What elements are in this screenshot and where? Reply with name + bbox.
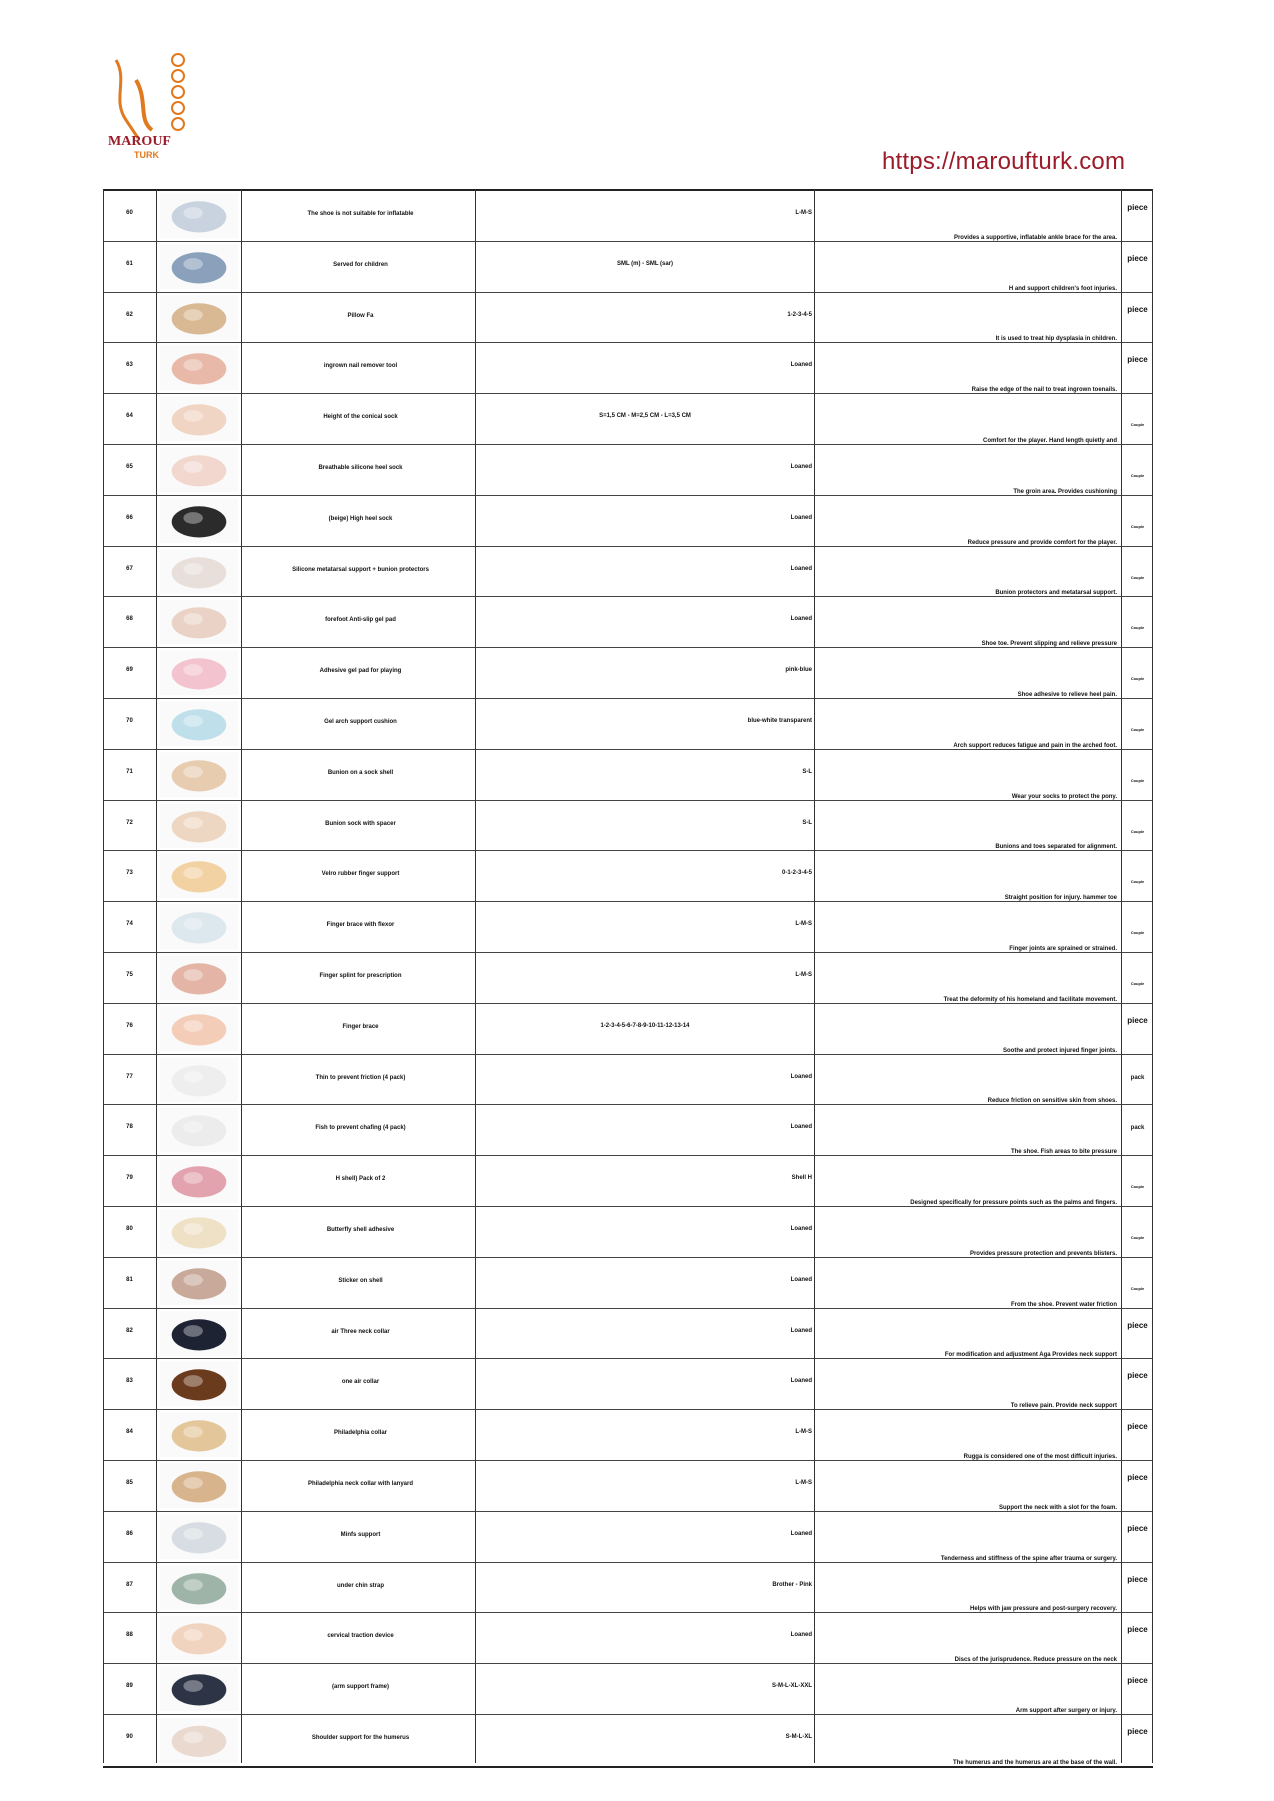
gel-pad-icon	[160, 650, 238, 696]
air-neck-collar-icon	[160, 1311, 238, 1357]
product-name: Butterfly shell adhesive	[326, 1226, 395, 1233]
product-image	[157, 1512, 241, 1562]
product-unit: piece	[1127, 304, 1148, 314]
product-size: Loaned	[790, 463, 812, 470]
product-size: 1-2-3-4-5-6-7-8-9-10-11-12-13-14	[600, 1022, 690, 1029]
item-number: 68	[126, 616, 133, 623]
product-image	[157, 648, 241, 698]
product-description: Helps with jaw pressure and post-surgery recovery.	[970, 1606, 1117, 1613]
product-size: 1-2-3-4-5	[787, 311, 812, 318]
shoulder-support-icon	[160, 1717, 238, 1764]
product-size: L-M-S	[795, 210, 812, 216]
product-description: Wear your socks to protect the pony.	[1011, 793, 1117, 800]
product-name: Breathable silicone heel sock	[318, 464, 403, 471]
ankle-brace-icon	[160, 193, 238, 239]
product-size: Loaned	[790, 1378, 812, 1385]
item-number: 61	[126, 260, 133, 267]
table-row	[103, 1105, 1153, 1156]
product-image	[157, 242, 241, 292]
product-name: Sticker on shell	[338, 1277, 383, 1284]
finger-flexor-icon	[160, 904, 238, 950]
product-description: For modification and adjustment Aga Provides neck support	[944, 1352, 1117, 1359]
product-image	[157, 1258, 241, 1308]
product-name: Shoulder support for the humerus	[311, 1734, 410, 1741]
product-image	[157, 902, 241, 952]
product-description: Shoe toe. Prevent slipping and relieve pressure	[981, 641, 1117, 648]
item-number: 83	[126, 1378, 133, 1385]
product-name: Velro rubber finger support	[321, 871, 400, 878]
product-name: Adhesive gel pad for playing	[319, 668, 402, 675]
item-number: 65	[126, 463, 133, 470]
product-image	[157, 547, 241, 597]
product-unit: Couple	[1130, 1285, 1145, 1291]
product-description: Reduce friction on sensitive skin from shoes.	[987, 1098, 1117, 1105]
product-image	[157, 293, 241, 343]
product-image	[157, 1613, 241, 1663]
item-number: 79	[126, 1175, 133, 1182]
product-size: S-L	[802, 768, 812, 775]
product-size: L-M-S	[795, 921, 812, 928]
product-description: Straight position for injury. hammer toe	[1004, 895, 1117, 902]
product-name: Finger brace with flexor	[326, 922, 395, 929]
product-size: S-M-L-XL-XXL	[772, 1683, 812, 1690]
product-size: Loaned	[790, 1530, 812, 1537]
product-name: forefoot Anti-slip gel pad	[325, 617, 396, 624]
product-size: S=1,5 CM - M=2,5 CM - L=3,5 CM	[599, 413, 691, 420]
silicone-heel-icon	[160, 447, 238, 493]
heel-sock-icon	[160, 396, 238, 442]
product-image	[157, 1156, 241, 1206]
item-number: 89	[126, 1683, 133, 1690]
product-image	[157, 496, 241, 546]
item-number: 85	[126, 1479, 133, 1486]
table-row	[103, 445, 1153, 496]
table-row	[103, 597, 1153, 648]
product-description: Tenderness and stiffness of the spine after trauma or surgery.	[940, 1555, 1117, 1562]
product-unit: piece	[1127, 355, 1148, 365]
item-number: 87	[126, 1581, 133, 1588]
product-size: S-L	[802, 819, 812, 826]
item-number: 80	[126, 1225, 133, 1232]
product-name: Height of the conical sock	[323, 414, 398, 421]
product-size: L-M-S	[795, 1429, 812, 1436]
product-image	[157, 1055, 241, 1105]
table-row	[103, 1004, 1153, 1055]
product-description: Finger joints are sprained or strained.	[1009, 945, 1117, 952]
brand-name-bottom: TURK	[134, 150, 159, 160]
product-description: Provides a supportive, inflatable ankle brace for the area.	[953, 234, 1117, 241]
product-unit: Couple	[1130, 930, 1145, 936]
product-description: Soothe and protect injured finger joints.	[1002, 1047, 1117, 1054]
table-row	[103, 191, 1153, 242]
product-image	[157, 1664, 241, 1714]
shoe-sticker-icon	[160, 1260, 238, 1306]
product-size: Loaned	[790, 616, 812, 623]
product-name: (beige) High heel sock	[328, 515, 393, 522]
product-description: Discs of the jurisprudence. Reduce pressure on the neck	[954, 1657, 1117, 1664]
product-size: L-M-S	[795, 971, 812, 978]
product-size: SML (m) - SML (sar)	[616, 260, 674, 267]
product-name: Finger splint for prescription	[319, 972, 402, 979]
product-unit: piece	[1127, 1371, 1148, 1381]
item-number: 60	[126, 210, 133, 216]
table-row	[103, 1512, 1153, 1563]
table-row	[103, 953, 1153, 1004]
table-row	[103, 242, 1153, 293]
item-number: 88	[126, 1632, 133, 1639]
product-name: Served for children	[333, 261, 388, 268]
product-size: Loaned	[790, 1632, 812, 1639]
product-name: ingrown nail remover tool	[323, 363, 398, 370]
product-name: Philadelphia collar	[333, 1430, 387, 1437]
table-row	[103, 1461, 1153, 1512]
item-number: 71	[126, 768, 133, 775]
butterfly-pad-icon	[160, 1209, 238, 1255]
item-number: 70	[126, 717, 133, 724]
product-image	[157, 1359, 241, 1409]
table-row	[103, 1359, 1153, 1410]
item-number: 78	[126, 1124, 133, 1131]
product-description: Comfort for the player. Hand length quietly and	[982, 437, 1117, 444]
product-size: 0-1-2-3-4-5	[781, 870, 812, 877]
table-row	[103, 293, 1153, 344]
product-size: Loaned	[790, 362, 812, 369]
table-row	[103, 1715, 1153, 1766]
table-row	[103, 394, 1153, 445]
product-image	[157, 801, 241, 851]
product-size: Loaned	[790, 514, 812, 521]
product-image	[157, 343, 241, 393]
product-name: Bunion sock with spacer	[325, 820, 396, 827]
product-name: air Three neck collar	[331, 1328, 390, 1335]
website-link[interactable]: https://maroufturk.com	[882, 148, 1126, 175]
item-number: 86	[126, 1530, 133, 1537]
product-unit: piece	[1127, 253, 1148, 263]
child-ankle-brace-icon	[160, 244, 238, 290]
product-name: Bunion on a sock shell	[327, 769, 394, 776]
product-description: Reduce pressure and provide comfort for the player.	[967, 539, 1117, 546]
product-unit: Couple	[1130, 777, 1145, 783]
product-image	[157, 953, 241, 1003]
product-unit: piece	[1127, 1625, 1148, 1635]
friction-strip-icon	[160, 1057, 238, 1103]
product-unit: piece	[1127, 1523, 1148, 1533]
product-size: Shell H	[791, 1175, 812, 1182]
product-unit: Couple	[1130, 472, 1145, 478]
product-description: Provides pressure protection and prevents blisters.	[969, 1250, 1117, 1257]
arch-cushion-icon	[160, 701, 238, 747]
product-description: The shoe. Fish areas to bite pressure	[1010, 1149, 1117, 1156]
product-unit: Couple	[1130, 625, 1145, 631]
table-row	[103, 1410, 1153, 1461]
product-description: Arm support after surgery or injury.	[1015, 1707, 1117, 1714]
product-description: Bunion protectors and metatarsal support.	[995, 590, 1117, 597]
table-row	[103, 1309, 1153, 1360]
table-row	[103, 547, 1153, 598]
product-image	[157, 1461, 241, 1511]
item-number: 74	[126, 921, 133, 928]
table-row	[103, 1563, 1153, 1614]
product-name: under chin strap	[336, 1582, 384, 1589]
table-row	[103, 1258, 1153, 1309]
item-number: 73	[126, 870, 133, 877]
product-size: L-M-S	[795, 1479, 812, 1486]
product-image	[157, 1410, 241, 1460]
item-number: 72	[126, 819, 133, 826]
product-size: S-M-L-XL	[785, 1733, 812, 1740]
product-image	[157, 597, 241, 647]
product-unit: Couple	[1130, 879, 1145, 885]
finger-brace-icon	[160, 1006, 238, 1052]
product-description: Arch support reduces fatigue and pain in the arched foot.	[953, 742, 1117, 749]
product-description: Treat the deformity of his homeland and facilitate movement.	[943, 996, 1117, 1003]
chin-strap-icon	[160, 1565, 238, 1611]
product-size: Loaned	[790, 1327, 812, 1334]
product-image	[157, 1105, 241, 1155]
product-description: H and support children's foot injuries.	[1008, 285, 1117, 292]
product-size: pink-blue	[785, 667, 812, 674]
table-row	[103, 496, 1153, 547]
product-size: Loaned	[790, 1276, 812, 1283]
product-description: Shoe adhesive to relieve heel pain.	[1017, 691, 1117, 698]
product-unit: piece	[1127, 1015, 1148, 1025]
product-name: The shoe is not suitable for inflatable	[307, 211, 414, 217]
table-row	[103, 750, 1153, 801]
item-number: 76	[126, 1022, 133, 1029]
table-row	[103, 1664, 1153, 1715]
product-unit: Couple	[1130, 1184, 1145, 1190]
product-image	[157, 699, 241, 749]
product-image	[157, 1715, 241, 1766]
product-name: Pillow Fa	[347, 312, 374, 319]
brand-logo	[108, 50, 198, 162]
product-image	[157, 394, 241, 444]
bunion-sock-icon	[160, 752, 238, 798]
product-name: Minfs support	[340, 1531, 381, 1538]
product-name: Finger brace	[342, 1023, 379, 1030]
product-description: Support the neck with a slot for the foam.	[998, 1504, 1117, 1511]
product-unit: piece	[1127, 1726, 1148, 1736]
toe-spacer-icon	[160, 803, 238, 849]
item-number: 90	[126, 1733, 133, 1740]
product-name: H shell) Pack of 2	[335, 1176, 386, 1183]
table-row	[103, 1613, 1153, 1664]
product-unit: Couple	[1130, 676, 1145, 682]
product-unit: pack	[1130, 1074, 1145, 1081]
product-name: Gel arch support cushion	[324, 718, 397, 725]
item-number: 64	[126, 413, 133, 420]
product-size: Loaned	[790, 1225, 812, 1232]
product-image	[157, 851, 241, 901]
product-unit: piece	[1127, 1472, 1148, 1482]
product-name: Thin to prevent friction (4 pack)	[315, 1074, 406, 1081]
table-row	[103, 1055, 1153, 1106]
chafing-pad-icon	[160, 1107, 238, 1153]
table-row	[103, 343, 1153, 394]
item-number: 66	[126, 514, 133, 521]
product-description: From the shoe. Prevent water friction	[1010, 1301, 1117, 1308]
product-image	[157, 445, 241, 495]
item-number: 75	[126, 971, 133, 978]
shell-pack-icon	[160, 1158, 238, 1204]
spine-support-icon	[160, 1514, 238, 1560]
product-name: one air collar	[341, 1379, 380, 1386]
product-size: Loaned	[790, 1124, 812, 1131]
product-size: Brother - Pink	[772, 1581, 812, 1588]
product-image	[157, 1563, 241, 1613]
product-image	[157, 191, 241, 241]
table-row	[103, 902, 1153, 953]
product-name: Fish to prevent chafing (4 pack)	[315, 1125, 406, 1132]
product-unit: pack	[1130, 1125, 1145, 1132]
forefoot-gel-icon	[160, 599, 238, 645]
product-image	[157, 750, 241, 800]
finger-support-icon	[160, 853, 238, 899]
product-unit: piece	[1127, 1422, 1148, 1432]
product-unit: piece	[1127, 1320, 1148, 1330]
product-unit: Couple	[1130, 726, 1145, 732]
finger-splint-icon	[160, 955, 238, 1001]
product-description: Designed specifically for pressure points such as the palms and fingers.	[910, 1199, 1117, 1206]
metatarsal-pad-icon	[160, 549, 238, 595]
item-number: 81	[126, 1276, 133, 1283]
black-heel-sock-icon	[160, 498, 238, 544]
product-image	[157, 1309, 241, 1359]
lanyard-collar-icon	[160, 1463, 238, 1509]
brown-air-collar-icon	[160, 1361, 238, 1407]
product-description: To relieve pain. Provide neck support	[1010, 1403, 1117, 1410]
product-unit: Couple	[1130, 523, 1145, 529]
product-unit: Couple	[1130, 422, 1145, 428]
product-name: (arm support frame)	[331, 1684, 389, 1691]
item-number: 67	[126, 565, 133, 572]
item-number: 62	[126, 311, 133, 318]
product-size: Loaned	[790, 1073, 812, 1080]
product-description: It is used to treat hip dysplasia in children.	[995, 336, 1117, 343]
product-name: Philadelphia neck collar with lanyard	[307, 1480, 414, 1487]
nail-tool-icon	[160, 345, 238, 391]
item-number: 82	[126, 1327, 133, 1334]
product-description: Rugga is considered one of the most difficult injuries.	[963, 1453, 1117, 1460]
product-size: blue-white transparent	[747, 717, 812, 724]
product-unit: Couple	[1130, 980, 1145, 986]
hip-pillow-icon	[160, 295, 238, 341]
table-row	[103, 1156, 1153, 1207]
product-unit: Couple	[1130, 574, 1145, 580]
product-description: Bunions and toes separated for alignment.	[995, 844, 1117, 851]
item-number: 69	[126, 667, 133, 674]
product-unit: Couple	[1130, 1234, 1145, 1240]
arm-sling-icon	[160, 1666, 238, 1712]
philadelphia-collar-icon	[160, 1412, 238, 1458]
product-unit: piece	[1127, 1676, 1148, 1686]
brand-name-top: MAROUF	[108, 134, 171, 149]
product-unit: Couple	[1130, 828, 1145, 834]
product-unit: piece	[1127, 203, 1148, 212]
table-row	[103, 648, 1153, 699]
item-number: 77	[126, 1073, 133, 1080]
product-image	[157, 1004, 241, 1054]
product-description: Raise the edge of the nail to treat ingrown toenails.	[971, 387, 1117, 394]
item-number: 84	[126, 1429, 133, 1436]
table-row	[103, 801, 1153, 852]
product-size: Loaned	[790, 565, 812, 572]
product-description: The groin area. Provides cushioning	[1013, 488, 1117, 495]
product-description: The humerus and the humerus are at the base of the wall.	[952, 1759, 1117, 1766]
product-image	[157, 1207, 241, 1257]
product-name: cervical traction device	[327, 1633, 394, 1640]
table-row	[103, 851, 1153, 902]
product-unit: piece	[1127, 1574, 1148, 1584]
table-row	[103, 699, 1153, 750]
traction-device-icon	[160, 1615, 238, 1661]
product-table	[103, 189, 1153, 1768]
product-name: Silicone metatarsal support + bunion protectors	[292, 566, 429, 573]
item-number: 63	[126, 362, 133, 369]
table-row	[103, 1207, 1153, 1258]
